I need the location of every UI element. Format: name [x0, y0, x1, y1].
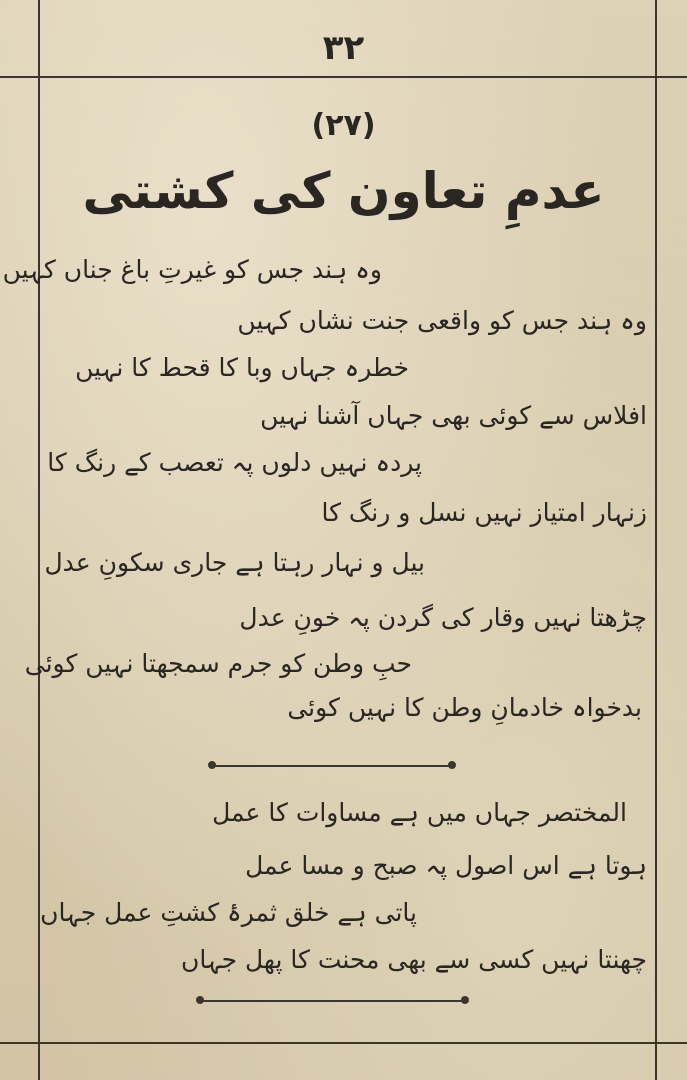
verse-line: المختصر جہاں میں ہے مساوات کا عمل: [212, 798, 627, 827]
poem-number: (۲۷): [311, 108, 376, 143]
section-divider: [212, 765, 452, 767]
divider-right-dot: [461, 996, 469, 1004]
end-divider: [200, 1000, 465, 1002]
divider-right-dot: [448, 761, 456, 769]
divider-left-dot: [196, 996, 204, 1004]
verse-line: چھنتا نہیں کسی سے بھی محنت کا پھل جہاں: [180, 945, 647, 974]
bottom-margin-rule: [0, 1042, 687, 1044]
verse-line: ہوتا ہے اس اصول پہ صبح و مسا عمل: [245, 851, 647, 880]
verse-line: بدخواہ خادمانِ وطن کا نہیں کوئی: [287, 693, 642, 722]
verse-line: پردہ نہیں دلوں پہ تعصب کے رنگ کا: [47, 448, 422, 477]
verse-line: زنہار امتیاز نہیں نسل و رنگ کا: [321, 498, 647, 527]
verse-line: وہ ہند جس کو غیرتِ باغ جناں کہیں: [2, 255, 382, 284]
verse-line: بیل و نہار رہتا ہے جاری سکونِ عدل: [44, 548, 425, 577]
verse-line: افلاس سے کوئی بھی جہاں آشنا نہیں: [260, 401, 647, 430]
verse-line: وہ ہند جس کو واقعی جنت نشاں کہیں: [237, 306, 647, 335]
verse-line: چڑھتا نہیں وقار کی گردن پہ خونِ عدل: [239, 603, 647, 632]
verse-line: حبِ وطن کو جرم سمجھتا نہیں کوئی: [24, 649, 412, 678]
top-margin-rule: [0, 76, 687, 78]
verse-line: پاتی ہے خلق ثمرۂ کشتِ عمل جہاں: [40, 898, 417, 927]
verse-line: خطرہ جہاں وبا کا قحط کا نہیں: [75, 353, 409, 382]
divider-left-dot: [208, 761, 216, 769]
poem-title: عدمِ تعاون کی کشتی: [82, 162, 605, 220]
page-number: ۳۲: [322, 28, 365, 68]
